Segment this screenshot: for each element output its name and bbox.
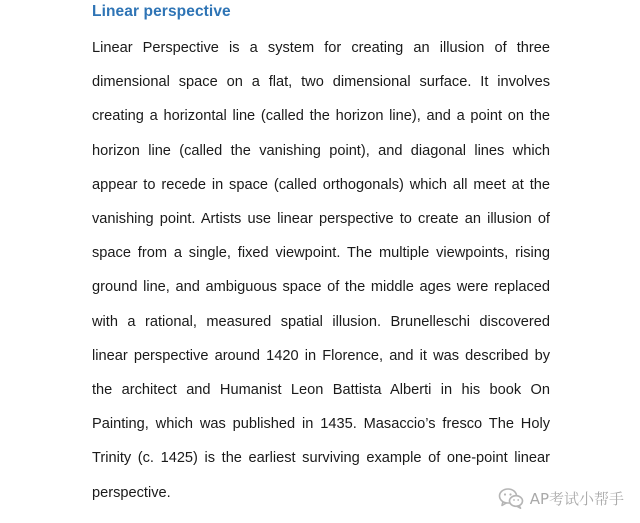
section-heading: Linear perspective [92,3,231,20]
watermark [498,487,624,509]
document-body [92,0,550,510]
wechat-icon [498,487,524,509]
body-paragraph: Linear Perspective is a system for creating an illusion of three dimensional space on a flat, two dimensional surface. It involves creating a horizontal line (called the horizon line), and a point on the horizon line (called the vanishing point), and diagonal lines which appear to recede in space (called orthogonals) which all meet at the vanishing point. Artists use linear perspective to create an illusion of space from a single, fixed viewpoint. The multiple viewpoints, rising ground line, and ambiguous space of the middle ages were replaced with a rational, measured spatial illusion. Brunelleschi discovered linear perspective around 1420 in Florence, and it was described by the architect and Humanist Leon Battista Alberti in his book On Painting, which was published in 1435. Masaccio’s fresco The Holy Trinity (c. 1425) is the earliest surviving example of one-point linear perspective. [92,40,550,501]
watermark-text: AP考试小帮手 [529,489,624,508]
